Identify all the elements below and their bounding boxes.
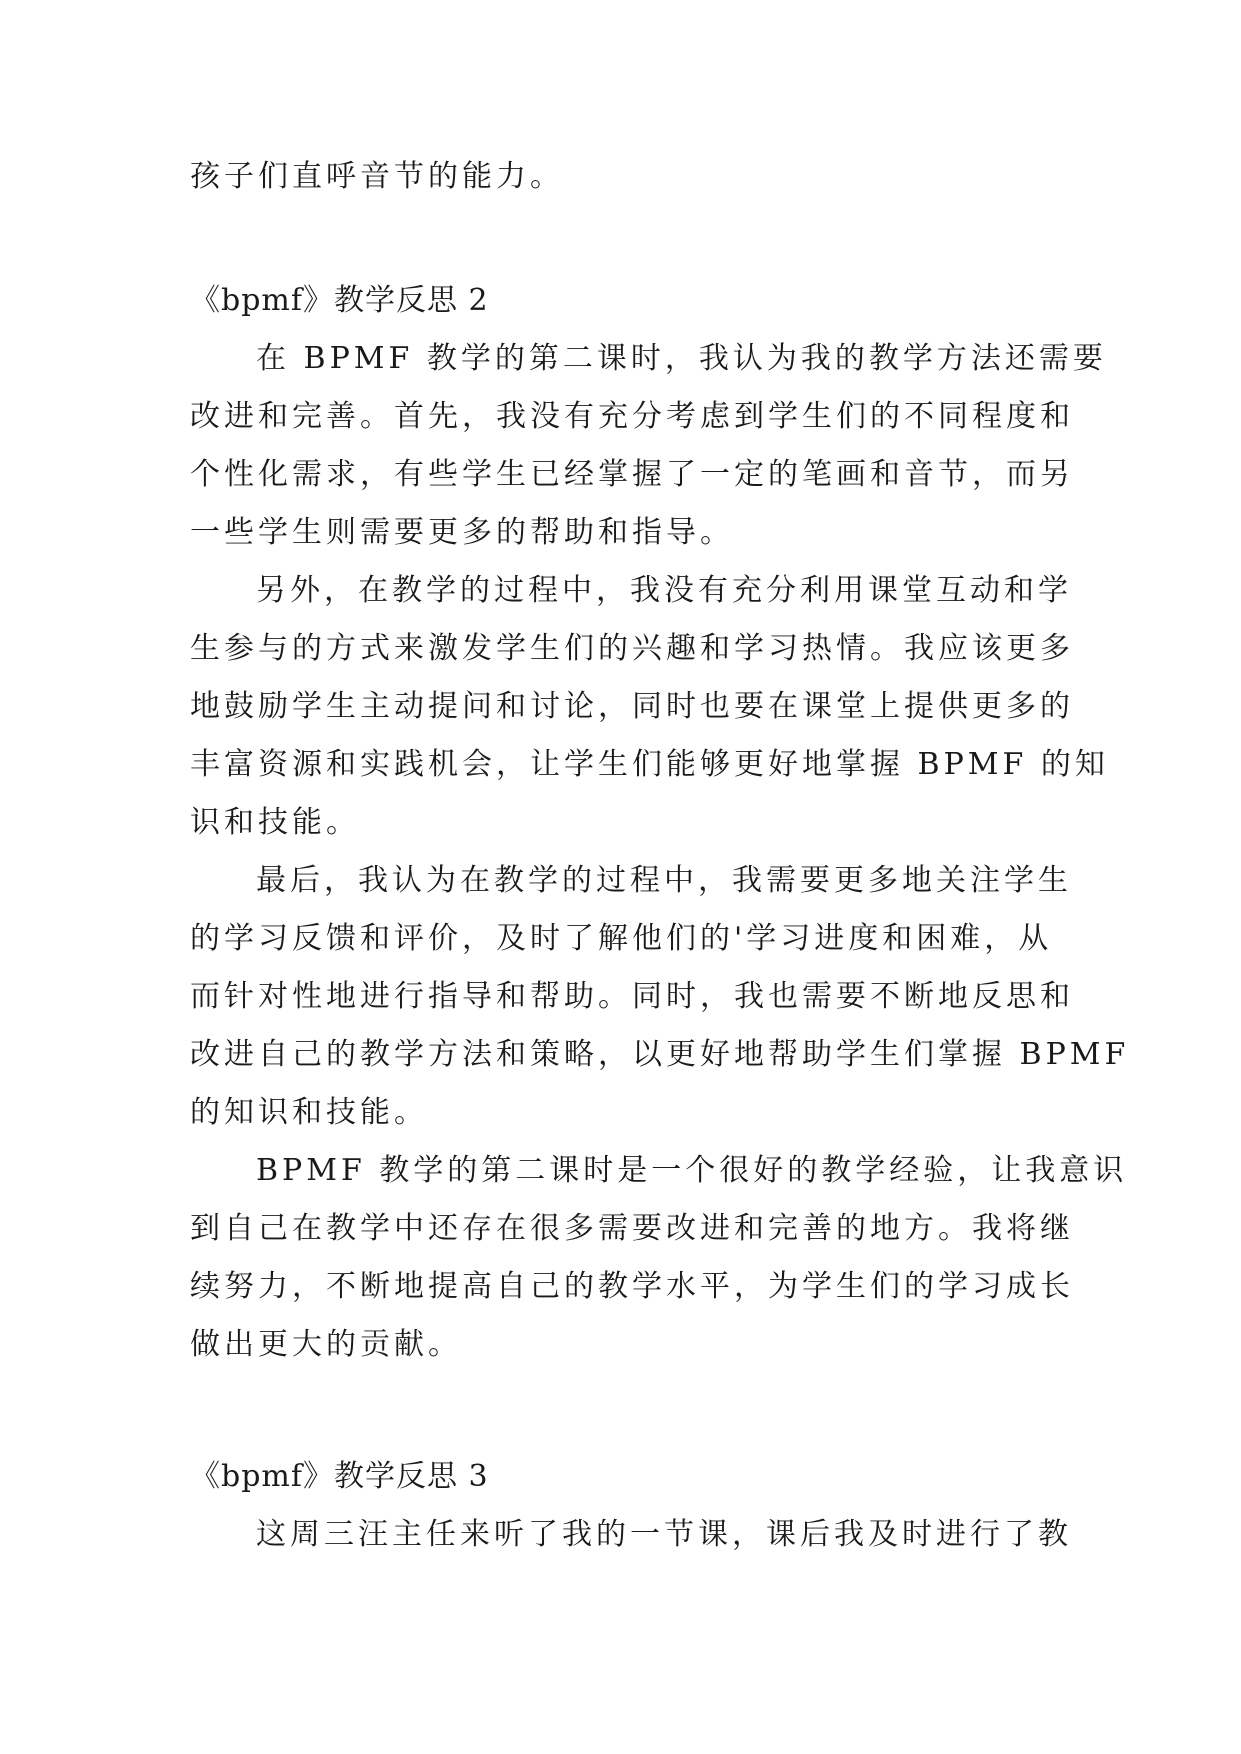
text-line: 一些学生则需要更多的帮助和指导。 [190,515,734,550]
section-heading-3 [190,1448,1050,1506]
text-line: 改进自己的教学方法和策略，以更好地帮助学生们掌握 BPMF [190,1037,1130,1072]
text-line: 的知识和技能。 [190,1095,428,1130]
text-line: 识和技能。 [190,805,360,840]
section-2-body [190,330,1130,1374]
text-line: 生参与的方式来激发学生们的兴趣和学习热情。我应该更多 [190,631,1074,666]
text-line: 孩子们直呼音节的能力。 [190,159,564,194]
text-line: 而针对性地进行指导和帮助。同时，我也需要不断地反思和 [190,979,1074,1014]
paragraph-continuation [190,148,1050,206]
text-line: 丰富资源和实践机会，让学生们能够更好地掌握 BPMF 的知 [190,747,1109,782]
text-line: 做出更大的贡献。 [190,1327,462,1362]
text-line: 最后，我认为在教学的过程中，我需要更多地关注学生 [256,863,1072,898]
text-line: 这周三汪主任来听了我的一节课，课后我及时进行了教 [256,1517,1072,1552]
text-line: 到自己在教学中还存在很多需要改进和完善的地方。我将继 [190,1211,1074,1246]
text-line: 在 BPMF 教学的第二课时，我认为我的教学方法还需要 [256,341,1107,376]
text-line: 地鼓励学生主动提问和讨论，同时也要在课堂上提供更多的 [190,689,1074,724]
text-line: 改进和完善。首先，我没有充分考虑到学生们的不同程度和 [190,399,1074,434]
section-heading-2 [190,272,1050,330]
text-line: 续努力，不断地提高自己的教学水平，为学生们的学习成长 [190,1269,1074,1304]
text-line: 个性化需求，有些学生已经掌握了一定的笔画和音节，而另 [190,457,1074,492]
text-line: 的学习反馈和评价，及时了解他们的'学习进度和困难，从 [190,921,1053,956]
text-line: 另外，在教学的过程中，我没有充分利用课堂互动和学 [256,573,1072,608]
section-3-body [190,1506,1072,1564]
section-title: 《bpmf》教学反思 2 [190,283,489,318]
section-title: 《bpmf》教学反思 3 [190,1459,489,1494]
text-line: BPMF 教学的第二课时是一个很好的教学经验，让我意识 [256,1153,1128,1188]
